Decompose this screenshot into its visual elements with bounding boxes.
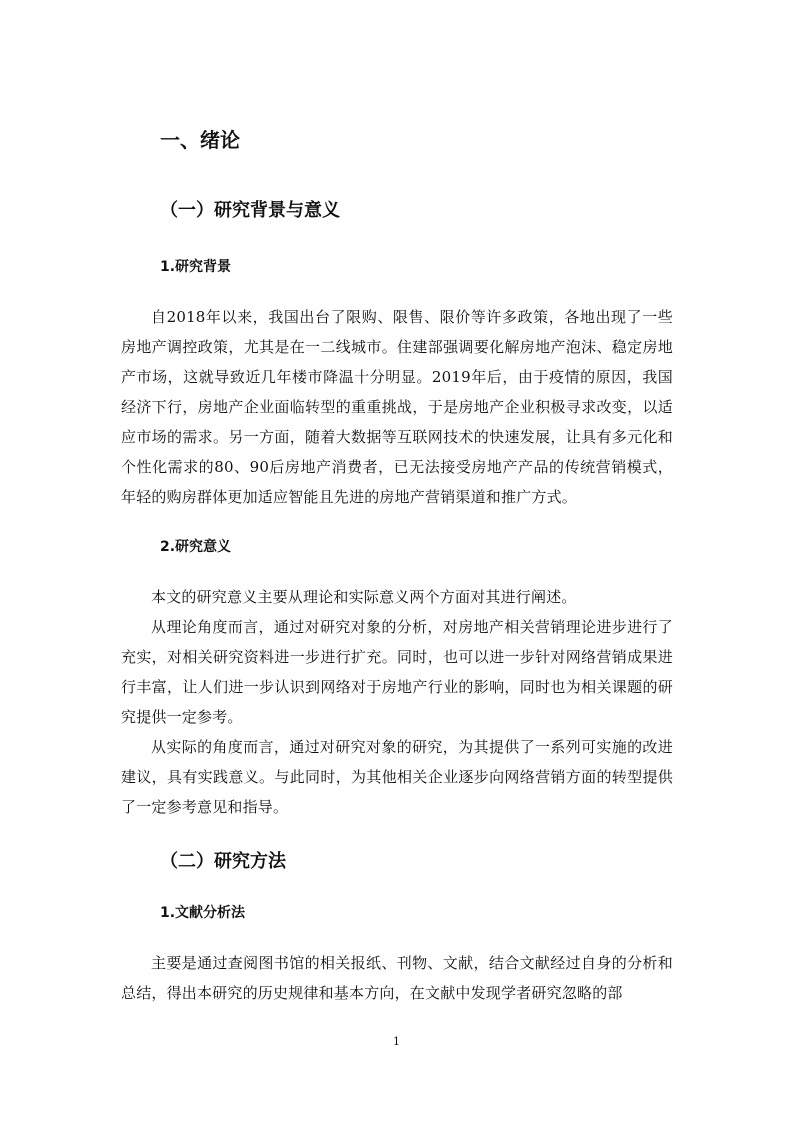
subsection-title: 1.文献分析法 (160, 905, 246, 921)
page-content (121, 120, 673, 1008)
body-paragraph: 本文的研究意义主要从理论和实际意义两个方面对其进行阐述。 (151, 588, 577, 606)
body-paragraph: 主要是通过查阅图书馆的相关报纸、刊物、文献，结合文献经过自身的分析和总结，得出本研究的历史规律和基本方向，在文献中发现学者研究忽略的部 (121, 954, 673, 1002)
section-title: （二）研究方法 (160, 851, 286, 872)
subsection-title: 1.研究背景 (160, 259, 232, 275)
body-paragraph: 自2018年以来，我国出台了限购、限售、限价等许多政策，各地出现了一些房地产调控政策，尤其是在一二线城市。住建部强调要化解房地产泡沫、稳定房地产市场，这就导致近几年楼市降温十分明显。2019年后，由于疫情的原因，我国经济下行，房地产企业面临转型的重重挑战，于是房地产企业积极寻求改变，以适应市场的需求。另一方面，随着大数据等互联网技术的快速发展，让具有多元化和个性化需求的80、90后房地产消费者，已无法接受房地产产品的传统营销模式，年轻的购房群体更加适应智能且先进的房地产营销渠道和推广方式。 (121, 308, 673, 506)
subsection-title: 2.研究意义 (160, 539, 232, 555)
body-paragraph: 从实际的角度而言，通过对研究对象的研究，为其提供了一系列可实施的改进建议，具有实践意义。与此同时，为其他相关企业逐步向网络营销方面的转型提供了一定参考意见和指导。 (121, 738, 673, 816)
page-number: 1 (393, 1035, 400, 1048)
chapter-title: 一、绪论 (160, 128, 240, 152)
body-paragraph: 从理论角度而言，通过对研究对象的分析，对房地产相关营销理论进步进行了充实，对相关研究资料进一步进行扩充。同时，也可以进一步针对网络营销成果进行丰富，让人们进一步认识到网络对于房地产行业的影响，同时也为相关课题的研究提供一定参考。 (121, 618, 673, 726)
section-title: （一）研究背景与意义 (160, 200, 340, 221)
